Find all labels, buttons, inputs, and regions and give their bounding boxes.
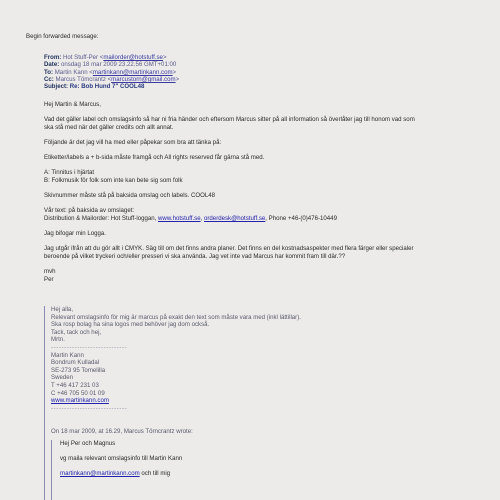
signature-website-link[interactable]: www.martinkann.com <box>51 397 109 405</box>
paragraph-5-line-1: Vår text: på baksida av omslaget: <box>44 207 135 215</box>
separator-text: , <box>200 214 204 222</box>
from-row: From: Hot Stuff-Per <mailorder@hotstuff.se> <box>44 54 167 61</box>
paragraph-1-line-2: ska stå med när det gäller credits och allt annat. <box>44 123 174 131</box>
quote-line-1: Hej alla, <box>51 306 74 313</box>
quote-line-4: Tack, tack och hej, <box>51 328 102 336</box>
signature-phone-2: C +46 705 50 01 09 <box>51 389 105 397</box>
cc-row: Cc: Marcus Tömcrantz <marcustorn@gmail.com> <box>44 75 180 83</box>
distribution-text: Distribution & Mailorder: Hot Stuff-loggan, <box>44 214 159 222</box>
to-row: To: Martin Kann <martinkann@martinkann.com> <box>44 68 177 76</box>
nested-quoted-message <box>51 440 471 500</box>
subject-label: Subject: <box>44 83 69 91</box>
nested-quote-suffix: och till mig <box>139 470 171 478</box>
to-email-link[interactable]: martinkann@martinkann.com <box>92 68 173 76</box>
nested-quote-line-2: vg maila relevant omslagsinfo till Martin Kann <box>60 455 183 463</box>
signature-separator-2: ----------------------------- <box>51 404 128 412</box>
to-name: Martin Kann <box>54 68 88 76</box>
signature-country: Sweden <box>51 374 74 382</box>
date-label: Date: <box>44 61 60 69</box>
quote-attribution: On 18 mar 2009, at 16.29, Marcus Törncrantz wrote: <box>51 427 193 435</box>
signoff-mvh: mvh <box>44 268 56 276</box>
signoff-name: Per <box>44 275 54 283</box>
cc-name: Marcus Tömcrantz <box>55 75 106 83</box>
paragraph-1-line-1: Vad det gäller label och omslagsinfo så har ni fria händer och eftersom Marcus sitter på all information så överlåter jag till honom vad som <box>44 116 415 124</box>
signature-separator: ----------------------------- <box>51 343 128 351</box>
cc-label: Cc: <box>44 75 54 83</box>
from-name: Hot Stuff-Per <box>62 54 99 61</box>
subject-value: Re: Bob Hund 7" COOL48 <box>69 83 145 91</box>
paragraph-6: Jag bifogar min Logga. <box>44 230 106 238</box>
forward-intro: Begin forwarded message: <box>26 33 99 40</box>
paragraph-3: Etiketter/labels a + b-sida måste framgå och All rights reserved får gärna stå med. <box>44 154 265 162</box>
quote-line-3: Ska rosp bolag ha sina logos med behöver jag dom också. <box>51 321 210 329</box>
paragraph-2: Följande är det jag vill ha med eller påpekar som bra att tänka på: <box>44 138 222 146</box>
paragraph-7-line-1: Jag utgår ifrån att du gör allt i CMYK. Säg till om det finns andra planer. Det finns en del kostnadsaspekter med flera färger eller specialer <box>44 245 414 253</box>
paragraph-4: Skivnummer måste stå på baksida omslag och labels. COOL48 <box>44 192 216 200</box>
quote-line-2: Relevant omslagsinfo för mig är marcus på exakt den text som måste vara med (inkl lättillar). <box>51 313 301 321</box>
signature-phone-1: T +46 417 231 03 <box>51 381 99 389</box>
orderdesk-email-link[interactable]: orderdesk@hotstuff.se <box>204 214 266 222</box>
b-side-line: B: Folkmusik för folk som inte kan bete sig som folk <box>44 176 183 184</box>
nested-quote-line-1: Hej Per och Magnus <box>60 440 116 447</box>
signature-address-1: Bondrum Kulladal <box>51 359 100 367</box>
hotstuff-website-link[interactable]: www.hotstuff.se <box>158 214 201 222</box>
email-headers <box>44 54 179 90</box>
date-row <box>44 61 179 68</box>
signature-name: Martin Kann <box>51 351 84 359</box>
paragraph-5-line-2 <box>44 215 474 223</box>
to-label: To: <box>44 68 54 76</box>
subject-row <box>44 83 179 90</box>
phone-text: , Phone +46-(0)476-10449 <box>265 214 337 222</box>
from-email-link[interactable]: mailorder@hotstuff.se <box>103 54 163 61</box>
greeting: Hej Martin & Marcus, <box>44 101 101 108</box>
a-side-line: A: Tinnitus i hjärtat <box>44 169 95 177</box>
martinkann-email-link[interactable]: martinkann@martinkann.com <box>60 470 140 478</box>
nested-quote-line-3 <box>60 470 471 478</box>
signature-address-2: SE-273 95 Tomelilla <box>51 366 106 374</box>
quote-line-5: Mrtn. <box>51 336 65 344</box>
from-label: From: <box>44 54 62 61</box>
paragraph-7-line-2: beroende på vilket tryckeri och/eller presseri vi ska använda. Jag vet inte vad Marcus har kommit fram till där.?? <box>44 252 346 260</box>
email-body <box>44 101 474 283</box>
date-value: onsdag 18 mar 2009 23.22.56 GMT+01:00 <box>60 61 177 69</box>
cc-email-link[interactable]: marcustorn@gmail.com <box>111 75 176 83</box>
